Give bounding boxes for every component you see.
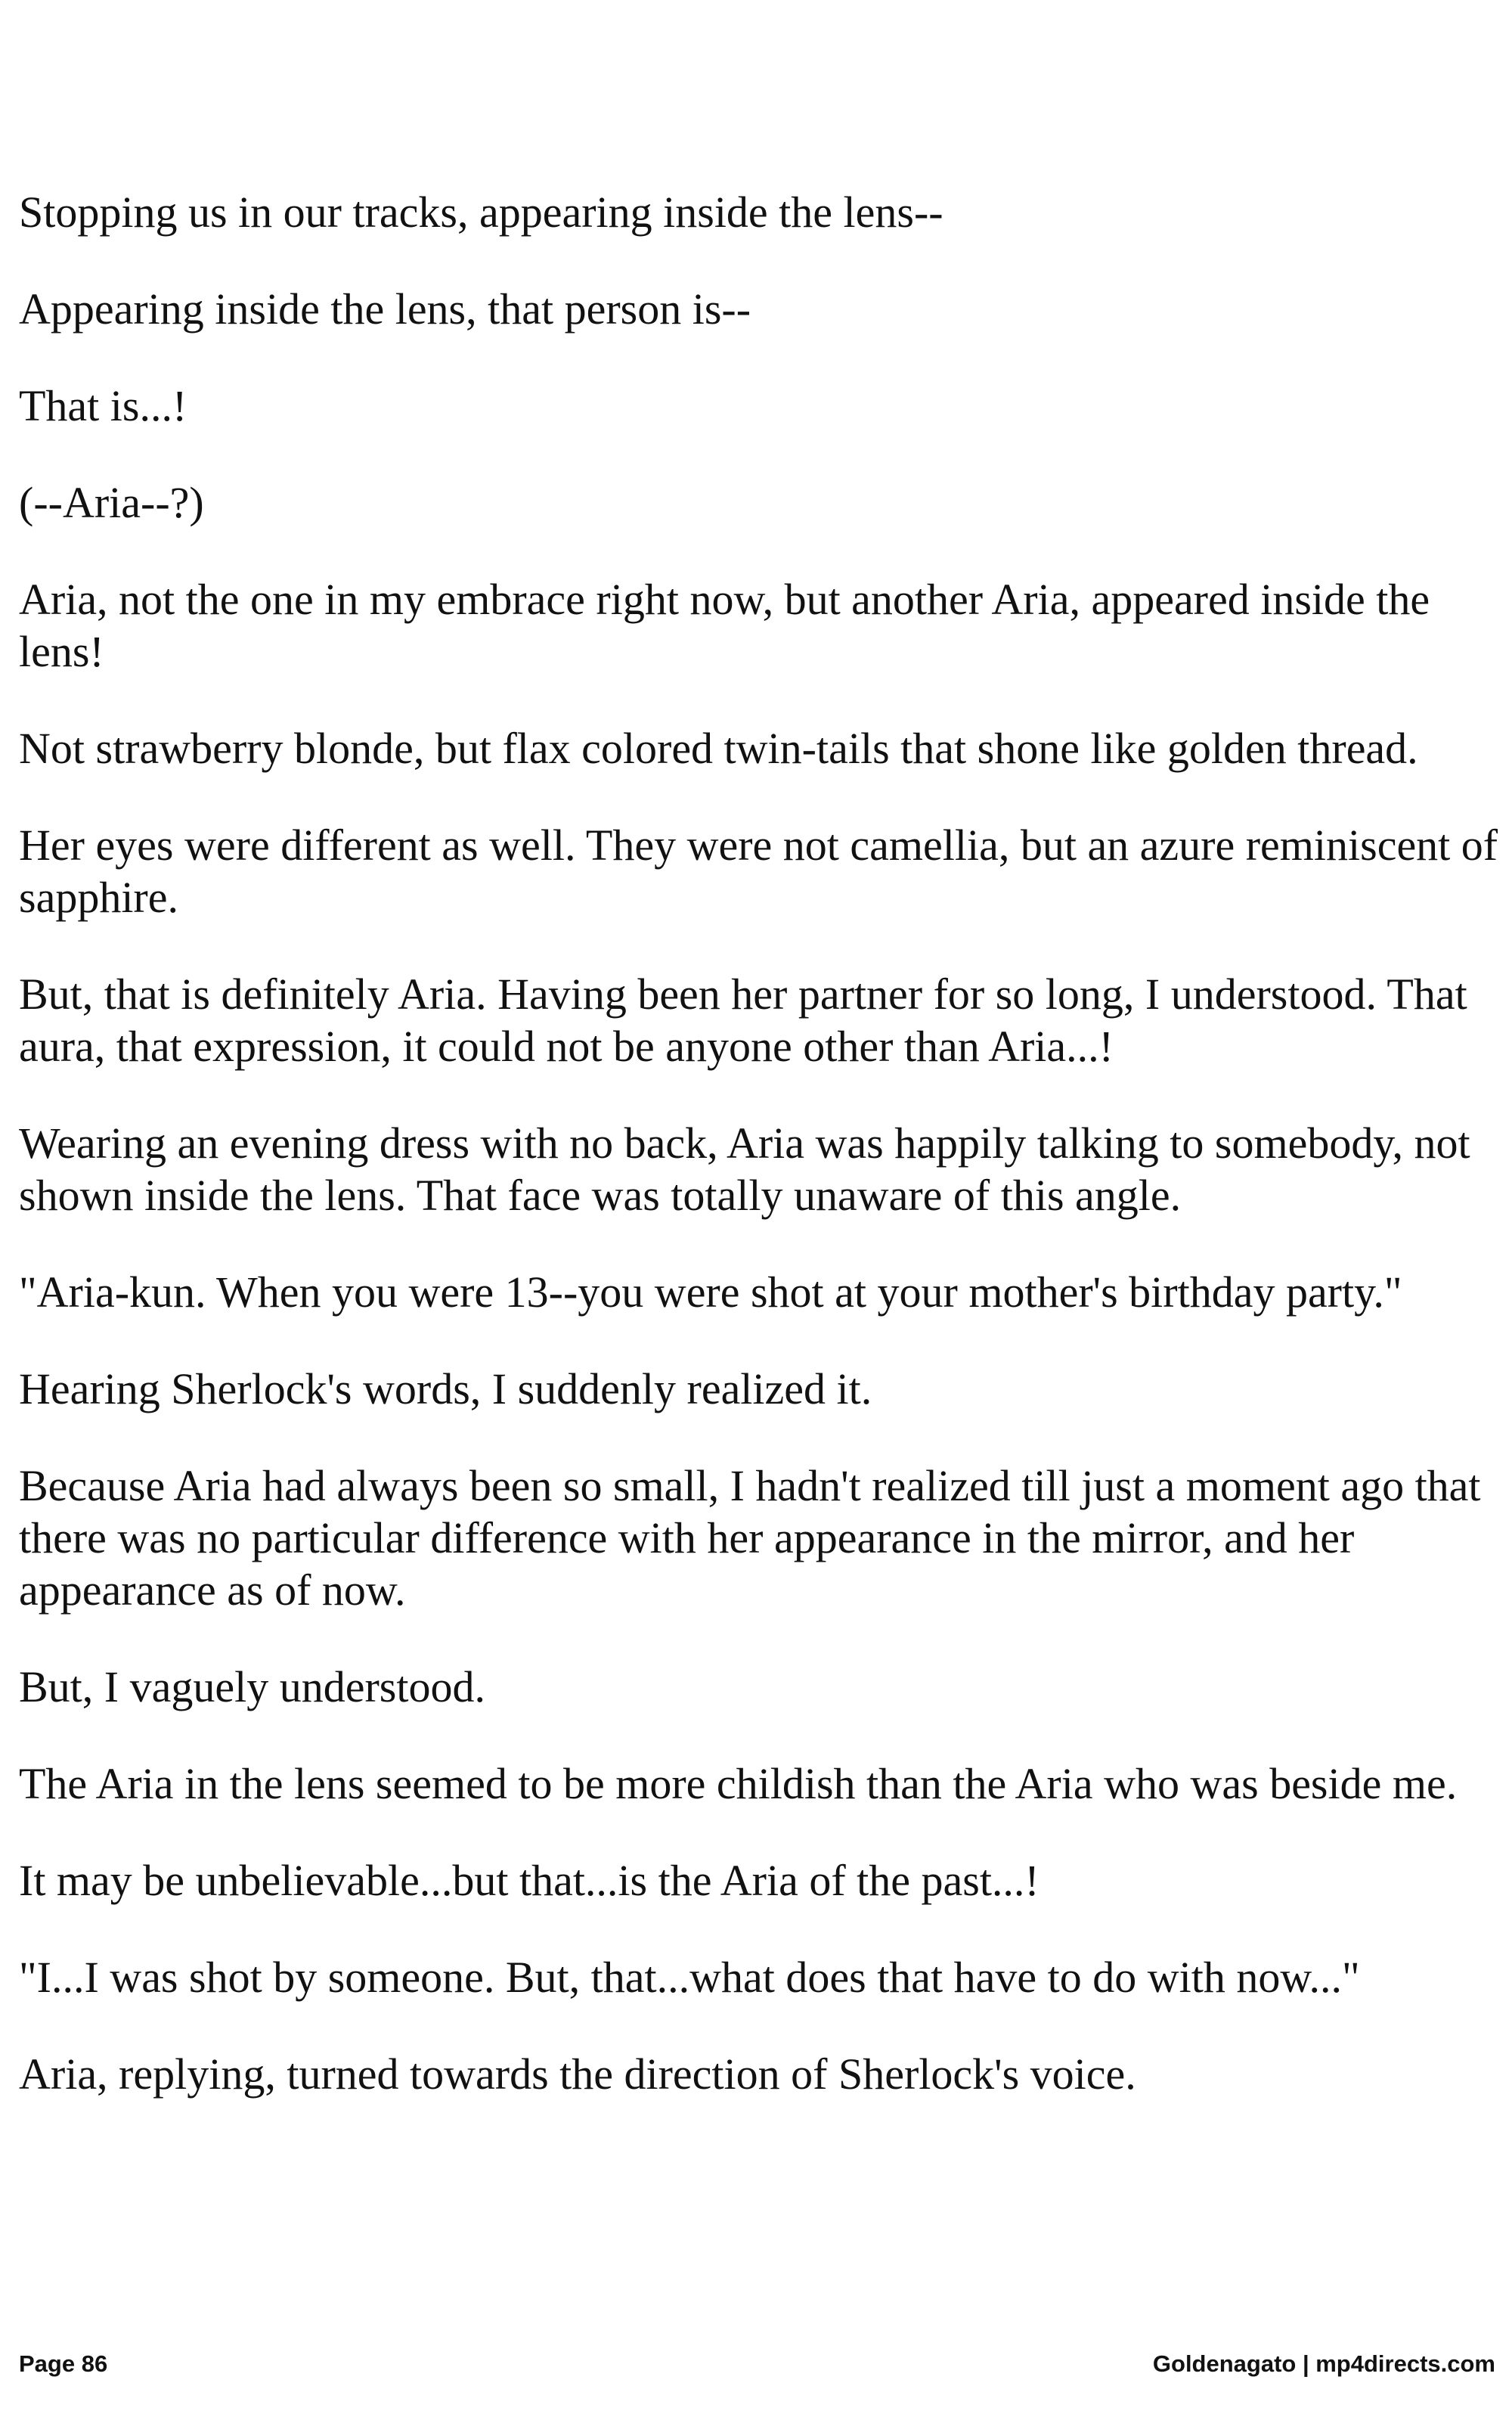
paragraph: But, I vaguely understood. — [19, 1662, 485, 1711]
paragraph: Wearing an evening dress with no back, Aria was happily talking to somebody, not shown inside the lens. That face was totally unaware of this angle. — [19, 1118, 1470, 1220]
paragraph: "Aria-kun. When you were 13--you were shot at your mother's birthday party." — [19, 1267, 1402, 1317]
paragraph: Not strawberry blonde, but flax colored twin-tails that shone like golden thread. — [19, 724, 1418, 773]
paragraph: It may be unbelievable...but that...is the Aria of the past...! — [19, 1856, 1040, 1905]
page-body — [19, 186, 1508, 2145]
paragraph: (--Aria--?) — [19, 478, 204, 527]
paragraph: That is...! — [19, 381, 187, 430]
paragraph: "I...I was shot by someone. But, that...what does that have to do with now..." — [19, 1953, 1360, 2002]
page-footer — [19, 2350, 1495, 2388]
paragraph: Her eyes were different as well. They were not camellia, but an azure reminiscent of sapphire. — [19, 821, 1498, 922]
source-credit: Goldenagato | mp4directs.com — [1152, 2350, 1495, 2377]
page-number: Page 86 — [19, 2350, 108, 2377]
paragraph: But, that is definitely Aria. Having been her partner for so long, I understood. That aura, that expression, it could not be anyone other than Aria...! — [19, 970, 1467, 1071]
paragraph: Stopping us in our tracks, appearing inside the lens-- — [19, 188, 943, 237]
paragraph: Aria, replying, turned towards the direction of Sherlock's voice. — [19, 2049, 1136, 2099]
paragraph: The Aria in the lens seemed to be more childish than the Aria who was beside me. — [19, 1759, 1458, 1808]
paragraph: Appearing inside the lens, that person is-- — [19, 284, 751, 334]
paragraph: Hearing Sherlock's words, I suddenly realized it. — [19, 1364, 872, 1413]
paragraph: Because Aria had always been so small, I hadn't realized till just a moment ago that there was no particular difference with her appearance in the mirror, and her appearance as of now. — [19, 1461, 1481, 1615]
paragraph: Aria, not the one in my embrace right now, but another Aria, appeared inside the lens! — [19, 575, 1430, 676]
